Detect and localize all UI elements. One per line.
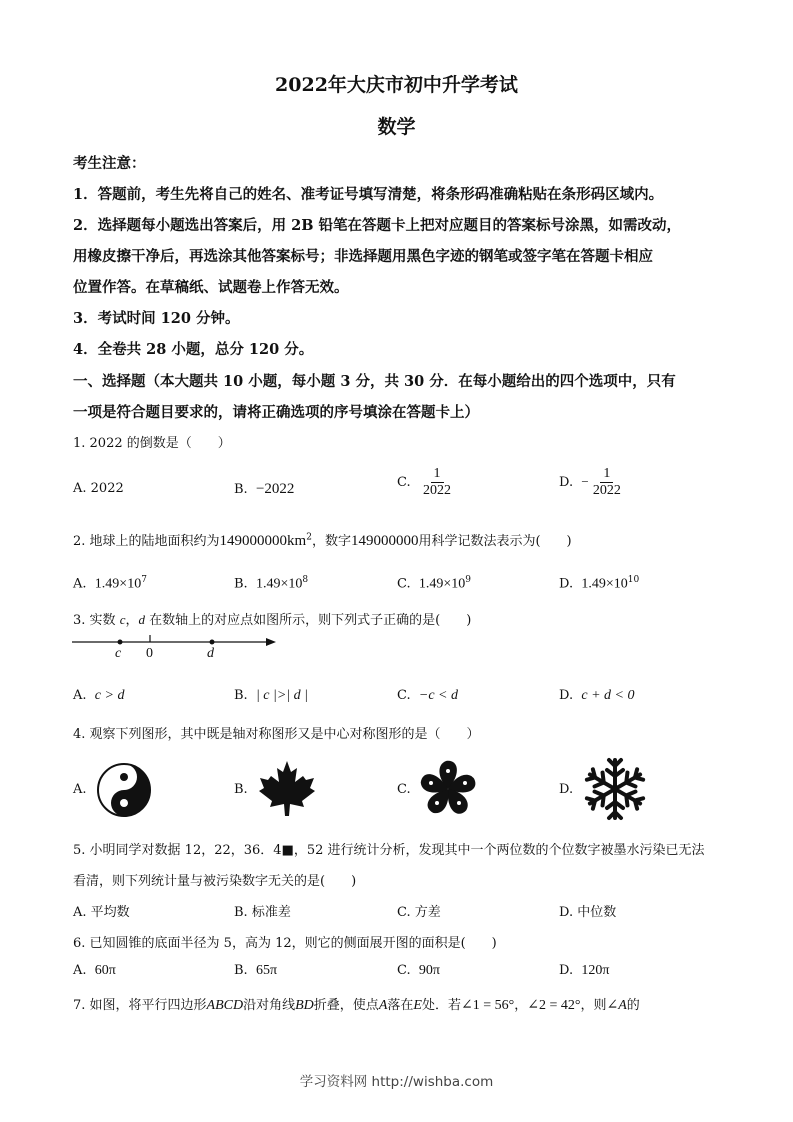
- q4-option-d-label: D.: [559, 782, 574, 797]
- q6-d-value: 120π: [581, 963, 610, 978]
- footer-watermark: 学习资料网 http://wishba.com: [299, 1074, 494, 1090]
- q2-stem-b: ，数字: [311, 534, 351, 549]
- q2-option-b: [234, 575, 308, 592]
- q2-option-a: [73, 575, 147, 592]
- q3-option-c: [397, 688, 458, 704]
- bauhinia-flower-icon: [418, 759, 478, 819]
- q1-option-d-fraction: [593, 466, 621, 499]
- q6-option-d: [559, 963, 609, 979]
- q3-stem-sep: ，: [125, 613, 139, 628]
- q2-c-label: C.: [397, 576, 411, 592]
- q2-stem-c: 用科学记数法表示为( ): [418, 534, 572, 549]
- q3-option-b: [234, 688, 308, 704]
- q3-c-value: −c < d: [418, 688, 458, 703]
- q7-v1: ABCD: [206, 998, 244, 1013]
- q6-option-b: [234, 963, 277, 979]
- section-heading-line2: 一项是符合题目要求的，请将正确选项的序号填涂在答题卡上）: [73, 404, 479, 421]
- q2-d-exp: 10: [627, 575, 640, 585]
- q4-option-c-label: C.: [397, 782, 411, 797]
- q3-d-value: c + d < 0: [581, 688, 635, 703]
- q5-stem-line1: 5. 小明同学对数据 12，22，36．4■，52 进行统计分析，发现其中一个两位数的个位数字被墨水污染已无法: [73, 843, 705, 858]
- q1-stem: 1. 2022 的倒数是（ ）: [73, 436, 231, 451]
- q2-a-label: A.: [73, 576, 87, 592]
- q5-option-d: D. 中位数: [559, 905, 617, 920]
- q5-option-c: C. 方差: [397, 905, 441, 920]
- q6-stem: 6. 已知圆锥的底面半径为 5，高为 12，则它的侧面展开图的面积是( ): [73, 936, 497, 951]
- q6-c-value: 90π: [418, 963, 440, 978]
- q1-option-a: A. 2022: [73, 481, 124, 496]
- q3-d-label: D.: [559, 688, 574, 703]
- q3-stem-b: 在数轴上的对应点如图所示，则下列式子正确的是( ): [149, 613, 472, 628]
- q2-stem-value2: 149000000: [350, 533, 419, 549]
- notice-item-2-cont2: 位置作答。在草稿纸、试题卷上作答无效。: [73, 279, 349, 296]
- q1-option-b: [234, 481, 294, 498]
- section-heading-line1: 一、选择题（本大题共 10 小题，每小题 3 分，共 30 分．在每小题给出的四个选项中，只有: [73, 373, 676, 390]
- q3-var-c: c: [119, 612, 126, 627]
- q3-a-label: A.: [73, 688, 87, 703]
- q2-b-base: 1.49×10: [255, 576, 303, 592]
- q2-stem: [73, 530, 572, 550]
- q3-b-label: B.: [234, 688, 248, 703]
- q2-a-base: 1.49×10: [94, 576, 142, 592]
- q6-d-label: D.: [559, 963, 574, 978]
- q1-d-numerator: 1: [600, 466, 613, 483]
- q7-stem-e: 处．若: [421, 998, 461, 1013]
- q2-stem-value: 149000000km: [219, 533, 307, 549]
- q7-v4: E: [413, 998, 422, 1013]
- q7-stem-a: 7. 如图，将平行四边形: [73, 998, 207, 1013]
- notice-item-1: 1．答题前，考生先将自己的姓名、准考证号填写清楚，将条形码准确粘贴在条形码区域内。: [73, 186, 664, 203]
- q7-v2: BD: [295, 998, 314, 1013]
- q2-option-c: [397, 575, 471, 592]
- point-c: [118, 640, 123, 645]
- q3-option-d: [559, 688, 634, 704]
- q3-c-label: C.: [397, 688, 411, 703]
- snowflake-icon: [582, 756, 648, 822]
- q7-stem-g: ，则: [580, 998, 607, 1013]
- q4-stem: 4. 观察下列图形，其中既是轴对称图形又是中心对称图形的是（ ）: [73, 727, 480, 742]
- q1-d-denominator: 2022: [592, 483, 621, 498]
- axis-label-c: c: [115, 646, 122, 661]
- q3-var-d: d: [138, 612, 145, 627]
- page-title: 2022年大庆市初中升学考试: [275, 74, 518, 96]
- q7-stem-c: 折叠，使点: [313, 998, 379, 1013]
- q7-v3: A: [378, 998, 388, 1013]
- q7-cond2: ∠2 = 42°: [527, 998, 581, 1013]
- maple-leaf-icon: [256, 758, 318, 820]
- q1-c-numerator: 1: [431, 466, 444, 483]
- number-line-figure: [70, 632, 280, 664]
- q1-option-b-value: −2022: [255, 481, 295, 497]
- q5-stem-line2: 看清，则下列统计量与被污染数字无关的是( ): [73, 874, 357, 889]
- q2-option-d: [559, 575, 639, 592]
- q7-stem-b: 沿对角线: [243, 998, 296, 1013]
- q2-stem-exp: 2: [306, 532, 312, 543]
- q1-option-c-fraction: [423, 466, 451, 499]
- q2-d-base: 1.49×10: [581, 576, 628, 592]
- subject-title: 数学: [377, 116, 416, 138]
- q7-stem-f: ，: [514, 998, 528, 1013]
- q5-option-b: B. 标准差: [234, 905, 291, 920]
- q7-stem: [73, 994, 640, 1014]
- q7-stem-h: 的: [626, 998, 640, 1013]
- q3-stem: [73, 609, 471, 628]
- q3-option-a: [73, 688, 124, 704]
- point-d: [210, 640, 215, 645]
- q4-option-a-label: A.: [73, 782, 87, 797]
- q6-c-label: C.: [397, 963, 411, 978]
- q7-stem-d: 落在: [387, 998, 414, 1013]
- q7-v5: ∠A: [606, 998, 627, 1013]
- q2-c-exp: 9: [465, 575, 472, 585]
- q6-a-value: 60π: [94, 963, 116, 978]
- q6-option-a: [73, 963, 116, 979]
- notice-item-4: 4．全卷共 28 小题，总分 120 分。: [73, 341, 314, 358]
- q4-option-b-label: B.: [234, 782, 248, 797]
- q6-b-label: B.: [234, 963, 248, 978]
- q1-option-b-label: B.: [234, 482, 248, 497]
- q1-d-sign: −: [581, 474, 589, 489]
- q2-stem-a: 2. 地球上的陆地面积约为: [73, 534, 220, 549]
- notice-item-2-cont: 用橡皮擦干净后，再选涂其他答案标号；非选择题用黑色字迹的钢笔或签字笔在答题卡相应: [73, 248, 653, 265]
- q5-option-a: A. 平均数: [73, 905, 130, 920]
- q3-stem-a: 3. 实数: [73, 613, 116, 628]
- q7-cond1: ∠1 = 56°: [460, 998, 515, 1013]
- q2-a-exp: 7: [141, 575, 147, 585]
- q2-c-base: 1.49×10: [418, 576, 466, 592]
- q2-b-label: B.: [234, 576, 248, 592]
- notice-heading: 考生注意：: [73, 155, 146, 172]
- q1-option-d-label: D.: [559, 475, 574, 490]
- q1-c-denominator: 2022: [423, 483, 452, 498]
- q6-b-value: 65π: [255, 963, 278, 978]
- q1-option-c-label: C.: [397, 475, 411, 490]
- axis-label-d: d: [207, 646, 214, 661]
- notice-item-2: 2．选择题每小题选出答案后，用 2B 铅笔在答题卡上把对应题目的答案标号涂黑，如需改动，: [73, 217, 682, 234]
- q1-option-c: [397, 466, 451, 499]
- q6-option-c: [397, 963, 440, 979]
- q2-d-label: D.: [559, 576, 574, 592]
- q3-b-value: | c |>| d |: [255, 688, 309, 703]
- q2-b-exp: 8: [302, 575, 309, 585]
- q6-a-label: A.: [73, 963, 87, 978]
- q3-a-value: c > d: [94, 688, 125, 703]
- number-line-arrow: [266, 638, 276, 646]
- axis-label-0: 0: [146, 646, 153, 661]
- yin-yang-icon: [96, 762, 152, 818]
- notice-item-3: 3．考试时间 120 分钟。: [73, 310, 240, 327]
- q1-option-d: [559, 466, 621, 499]
